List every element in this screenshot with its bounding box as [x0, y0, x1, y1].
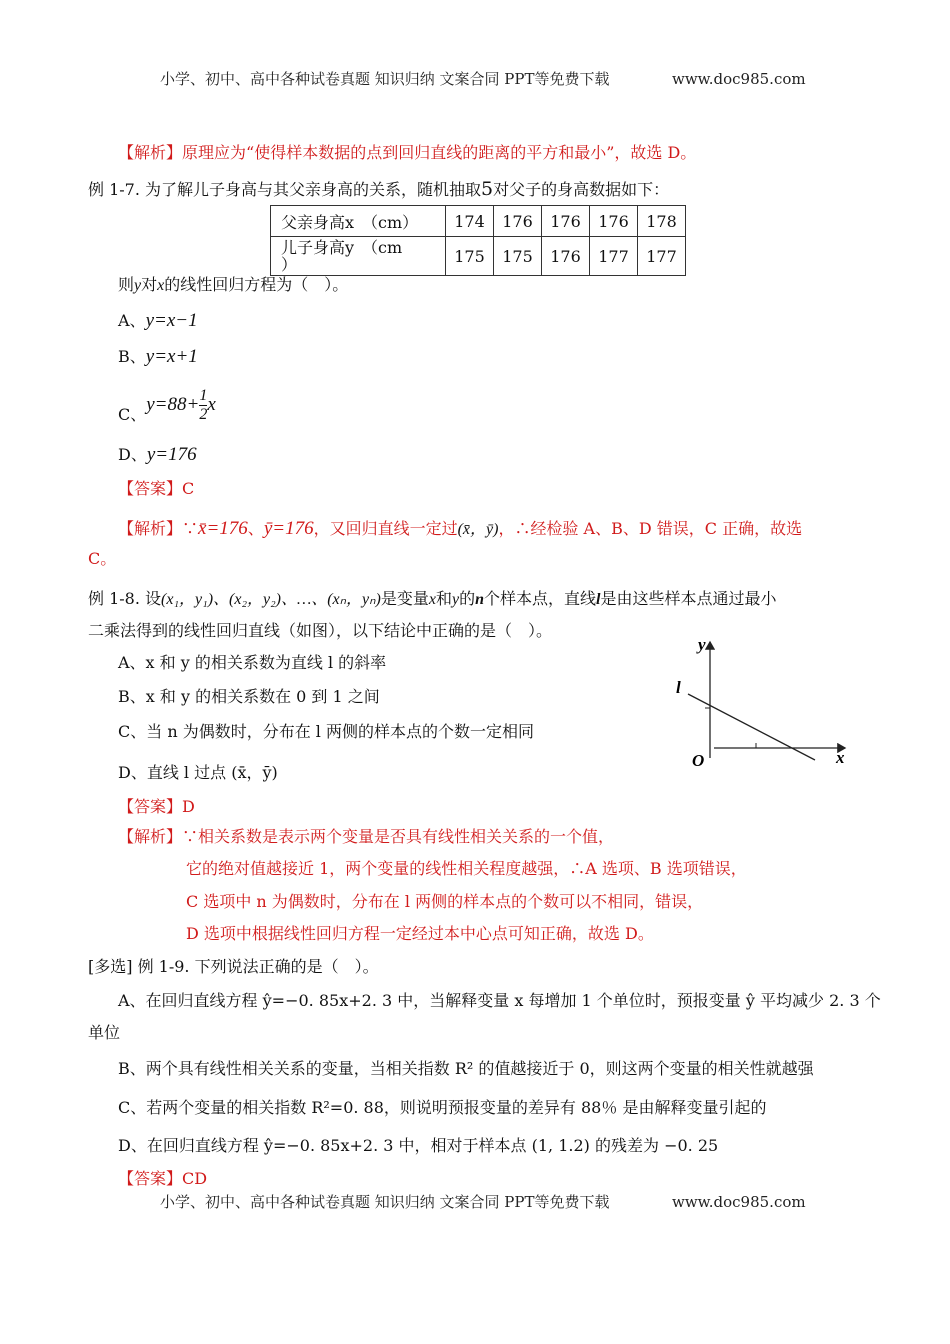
stem-text: 的	[459, 589, 476, 608]
q7-ask	[118, 274, 348, 297]
option-label: C、	[118, 405, 147, 424]
q8-option-d: D、直线 l 过点 (x̄，ȳ)	[118, 763, 278, 782]
q8-analysis-line2: 它的绝对值越接近 1，两个变量的线性相关程度越强，∴A 选项、B 选项错误，	[186, 859, 747, 878]
var-y: y	[451, 591, 460, 608]
table-cell: 176	[494, 206, 542, 237]
footer-text: 小学、初中、高中各种试卷真题 知识归纳 文案合同 PPT等免费下载	[160, 1193, 610, 1211]
var-x: x	[157, 277, 165, 294]
analysis-text: ，又回归直线一定过	[313, 519, 458, 538]
analysis-text: ∵相关系数是表示两个变量是否具有线性相关关系的一个值，	[182, 827, 615, 846]
stem-text: 个样本点，直线	[484, 589, 597, 608]
mean-x: x̄=176	[198, 518, 248, 539]
answer-tag: 【答案】	[118, 479, 183, 498]
header-text: 小学、初中、高中各种试卷真题 知识归纳 文案合同 PPT等免费下载	[160, 70, 610, 88]
height-table	[270, 205, 686, 276]
option-expr: y=176	[146, 444, 197, 465]
analysis-tag: 【解析】	[118, 827, 183, 846]
q8-option-a: A、x 和 y 的相关系数为直线 l 的斜率	[118, 653, 387, 672]
denominator: 2	[199, 406, 208, 423]
option-label: A、	[118, 311, 146, 330]
stem-text: 是由这些样本点通过最小	[600, 589, 777, 608]
analysis-tag: 【解析】	[118, 143, 183, 162]
x-axis-label: x	[836, 748, 845, 767]
q9-option-a: A、在回归直线方程 ŷ=−0. 85x+2. 3 中，当解释变量 x 每增加 1 个单位时，预报变量 ŷ 平均减少 2. 3 个	[118, 991, 881, 1010]
sample-points: (x₁，y₁)、(x₂，y₂)、…、(xₙ，yₙ)	[161, 591, 381, 608]
q7-stem	[88, 178, 669, 201]
footer-url: www.doc985.com	[672, 1193, 806, 1211]
table-cell: 176	[542, 206, 590, 237]
q7-stem-text: 例 1-7. 为了解儿子身高与其父亲身高的关系，随机抽取	[88, 180, 482, 199]
q7-stem-count: 5	[481, 178, 494, 200]
var-l: l	[596, 591, 601, 608]
option-expr: y=x+1	[145, 346, 198, 367]
q7-option-c	[118, 386, 216, 434]
ask-text: 的线性回归方程为（ ）。	[164, 275, 349, 294]
table-cell: 177	[590, 237, 638, 276]
table-cell: 176	[590, 206, 638, 237]
q8-stem-line2: 二乘法得到的线性回归直线（如图），以下结论中正确的是（ ）。	[88, 621, 553, 640]
q9-option-d: D、在回归直线方程 ŷ=−0. 85x+2. 3 中，相对于样本点 (1, 1.2) 的残差为 −0. 25	[118, 1136, 719, 1155]
analysis-text: ，∴经检验 A、B、D 错误，C 正确，故选	[498, 519, 803, 538]
q7-analysis	[118, 518, 802, 541]
table-row-label	[271, 237, 446, 276]
table-cell: 177	[638, 237, 686, 276]
option-expr: y=x−1	[145, 310, 198, 331]
q9-answer	[118, 1168, 207, 1190]
q8-analysis-line3: C 选项中 n 为偶数时，分布在 l 两侧的样本点的个数可以不相同，错误，	[186, 892, 704, 911]
analysis-text: ∵	[182, 519, 199, 538]
analysis-text: 原理应为“使得样本数据的点到回归直线的距离的平方和最小”，故选 D。	[182, 143, 697, 162]
table-cell: 175	[446, 237, 494, 276]
q8-option-b: B、x 和 y 的相关系数在 0 到 1 之间	[118, 687, 380, 706]
q8-analysis-line4: D 选项中根据线性回归方程一定经过本中心点可知正确，故选 D。	[186, 924, 654, 943]
ask-text: 对	[141, 275, 158, 294]
q7-option-d	[118, 444, 197, 466]
option-expr: y=88+	[146, 394, 200, 415]
stem-text: 是变量	[380, 589, 429, 608]
q7-option-a	[118, 310, 198, 332]
ask-text: 则	[118, 275, 135, 294]
q8-answer	[118, 796, 195, 818]
q8-option-c: C、当 n 为偶数时，分布在 l 两侧的样本点的个数一定相同	[118, 722, 535, 741]
answer-value: C	[182, 479, 195, 498]
q9-stem: [多选] 例 1-9. 下列说法正确的是（ ）。	[88, 957, 379, 976]
table-cell: 176	[542, 237, 590, 276]
row-label-line1: 儿子身高y （cm	[281, 238, 403, 257]
regression-graph	[670, 630, 860, 770]
numerator: 1	[199, 387, 208, 404]
mean-y: ȳ=176	[263, 518, 314, 539]
q8-stem	[88, 588, 777, 611]
regression-line	[688, 694, 815, 760]
row-label-line2: ）	[281, 255, 298, 274]
q6-analysis	[118, 142, 696, 164]
answer-value: CD	[182, 1169, 208, 1188]
var-x: x	[428, 591, 436, 608]
answer-tag: 【答案】	[118, 797, 183, 816]
var-y: y	[134, 277, 142, 294]
analysis-text: 、	[247, 519, 264, 538]
option-label: D、	[118, 445, 147, 464]
q7-stem-text-end: 对父子的身高数据如下：	[493, 180, 670, 199]
origin-label: O	[692, 751, 705, 770]
option-expr: x	[207, 394, 216, 415]
answer-tag: 【答案】	[118, 1169, 183, 1188]
answer-value: D	[182, 797, 195, 816]
var-n: n	[475, 591, 485, 608]
q7-answer	[118, 478, 194, 500]
q9-option-c: C、若两个变量的相关指数 R²=0. 88，则说明预报变量的差异有 88％ 是由解释变量引起的	[118, 1098, 767, 1117]
stem-text: 例 1-8. 设	[88, 589, 162, 608]
q9-option-b: B、两个具有线性相关关系的变量，当相关指数 R² 的值越接近于 0，则这两个变量的相关性就越强	[118, 1059, 814, 1078]
line-label: l	[676, 678, 681, 697]
analysis-tag: 【解析】	[118, 519, 183, 538]
table-cell: 178	[638, 206, 686, 237]
option-label: B、	[118, 347, 146, 366]
q9-option-a-cont: 单位	[88, 1023, 121, 1042]
y-axis-label: y	[698, 635, 706, 654]
table-cell: 174	[446, 206, 494, 237]
q7-option-b	[118, 346, 198, 368]
q8-analysis	[118, 826, 614, 848]
stem-text: 和	[435, 589, 452, 608]
header-url: www.doc985.com	[672, 70, 806, 88]
center-point: (x̄，ȳ)	[457, 521, 499, 538]
table-row-label: 父亲身高x （cm）	[271, 206, 446, 237]
q7-analysis-cont: C。	[88, 549, 117, 568]
table-cell: 175	[494, 237, 542, 276]
